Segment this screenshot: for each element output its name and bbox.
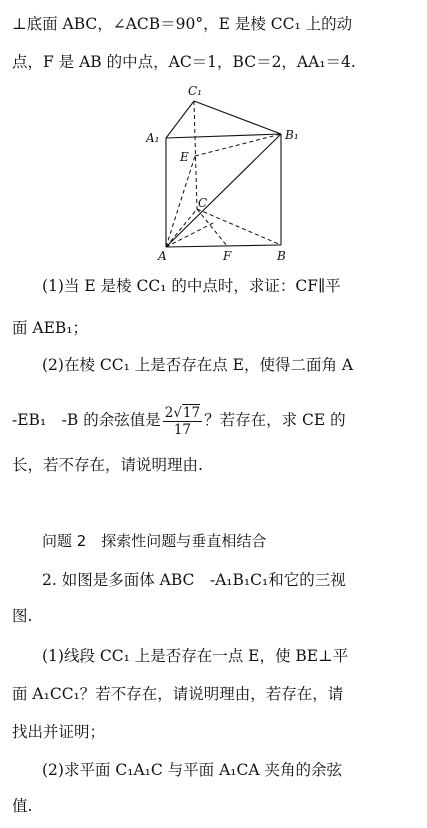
label-c1: C₁ xyxy=(188,84,202,98)
label-b1: B₁ xyxy=(285,128,299,142)
edge-c1-b1 xyxy=(194,101,281,134)
edge-af-hidden xyxy=(166,222,215,247)
part2-text-after: ？若存在，求 CE 的 xyxy=(204,411,346,429)
problem2-part1-line2: 面 A₁CC₁？若不存在，请说明理由，若存在，请 xyxy=(12,685,344,703)
fraction-numerator: 2√17 xyxy=(164,404,201,421)
problem2-part1-line3: 找出并证明； xyxy=(12,723,106,741)
problem2-line1: 2. 如图是多面体 ABC -A₁B₁C₁和它的三视 xyxy=(42,571,346,589)
problem2-part2-line2: 值. xyxy=(12,797,33,815)
edge-eb1 xyxy=(195,134,281,156)
problem1-part2-line1: (2)在棱 CC₁ 上是否存在点 E，使得二面角 A xyxy=(42,356,354,374)
edge-a1-b1 xyxy=(166,134,281,138)
label-c: C xyxy=(198,196,208,210)
problem2-part1-line1: (1)线段 CC₁ 上是否存在一点 E，使 BE⊥平 xyxy=(42,647,349,665)
problem2-part2-line1: (2)求平面 C₁A₁C 与平面 A₁CA 夹角的余弦 xyxy=(42,761,342,779)
problem1-part2-line2 xyxy=(12,398,419,442)
problem1-intro-line2: 点，F 是 AB 的中点，AC＝1，BC＝2，AA₁＝4. xyxy=(12,53,356,71)
fraction-denominator: 17 xyxy=(173,421,191,438)
problem2-line2: 图. xyxy=(12,607,33,625)
label-a1: A₁ xyxy=(146,131,160,145)
label-b: B xyxy=(277,249,286,262)
label-f: F xyxy=(223,249,232,262)
problem1-part2-line3: 长，若不存在，请说明理由. xyxy=(12,456,203,474)
edge-cf xyxy=(197,209,227,246)
part2-text-before: -EB₁ -B 的余弦值是 xyxy=(12,411,161,429)
prism-figure xyxy=(0,82,427,262)
edge-cc1 xyxy=(194,101,197,209)
edge-a1-c1 xyxy=(166,101,194,138)
problem1-intro-line1: ⊥底面 ABC，∠ACB＝90°，E 是棱 CC₁ 上的动 xyxy=(12,15,353,33)
label-a: A xyxy=(158,249,167,262)
edge-ac xyxy=(166,209,197,247)
edge-ab xyxy=(166,245,281,247)
label-e: E xyxy=(180,150,189,164)
edge-cb xyxy=(197,209,281,245)
problem1-part1-line2: 面 AEB₁； xyxy=(12,319,89,337)
problem2-heading: 问题 2 探索性问题与垂直相结合 xyxy=(42,532,267,550)
cosine-fraction xyxy=(163,405,202,438)
problem1-part1-line1: (1)当 E 是棱 CC₁ 的中点时，求证：CF∥平 xyxy=(42,277,341,295)
